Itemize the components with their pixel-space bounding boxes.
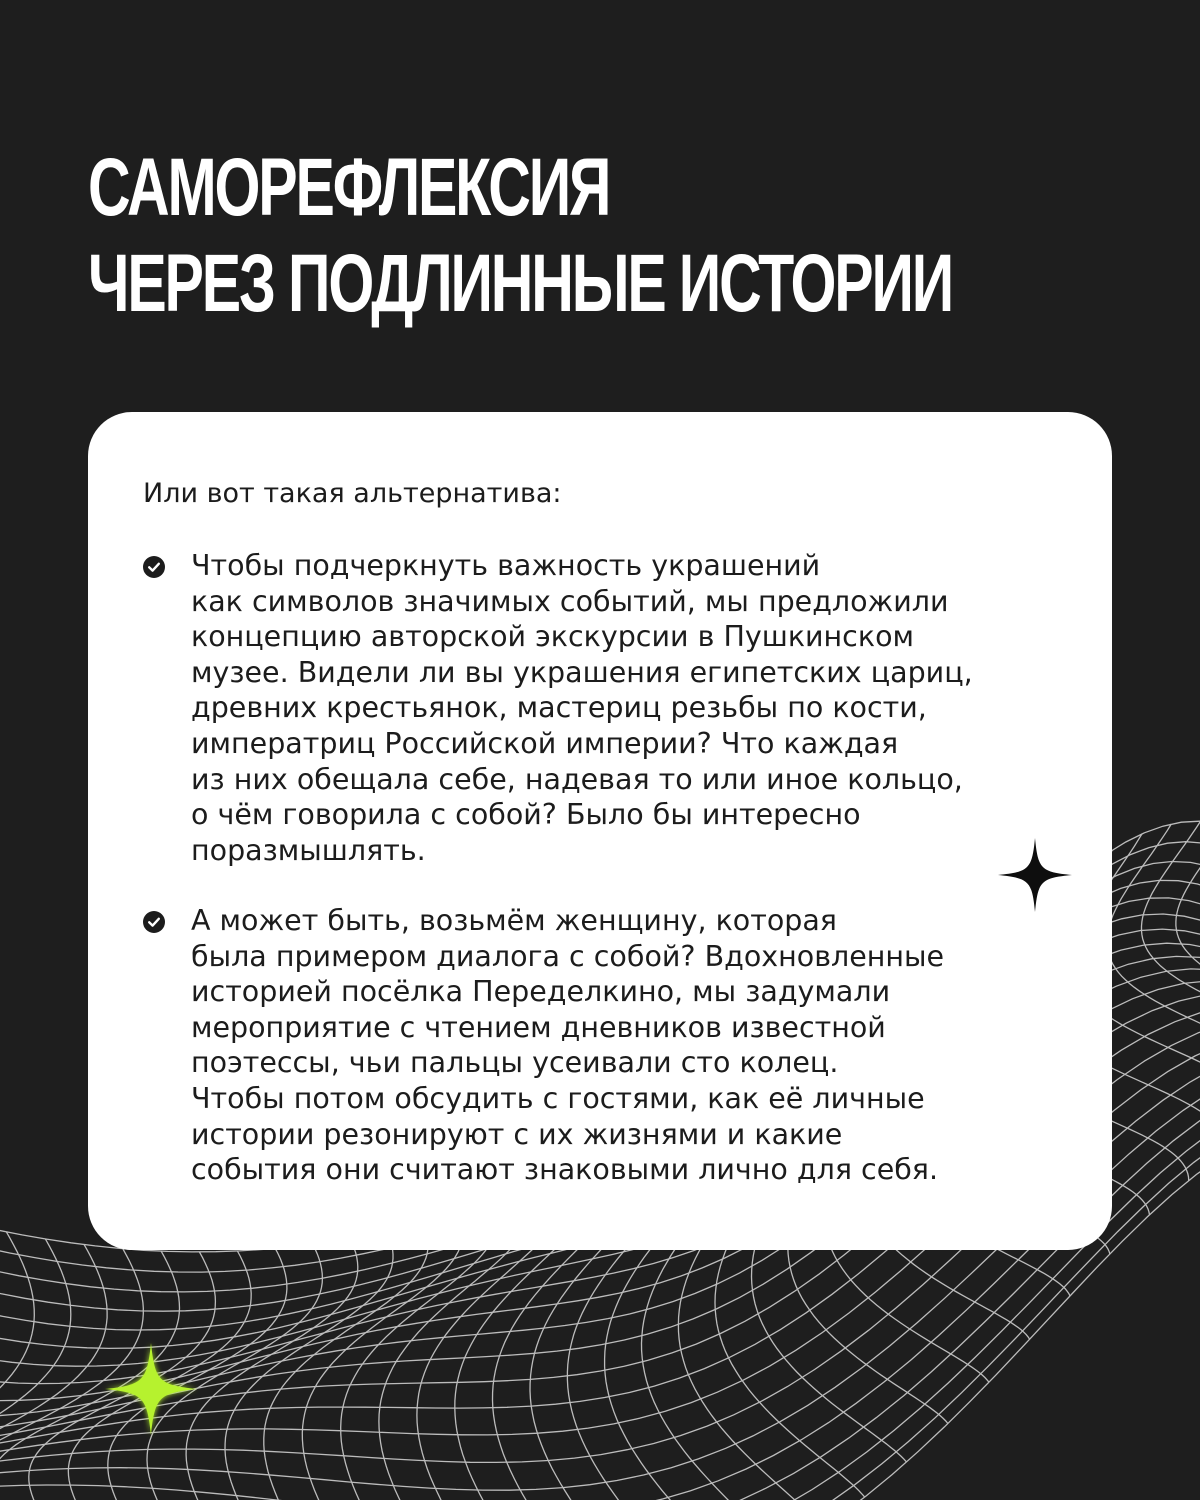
text-line: музее. Видели ли вы украшения египетских цариц,: [191, 655, 973, 689]
text-line: мероприятие с чтением дневников известной: [191, 1010, 886, 1044]
text-line: Чтобы потом обсудить с гостями, как её личные: [191, 1081, 925, 1115]
four-point-star-icon: [998, 838, 1072, 912]
title-line-2: ЧЕРЕЗ ПОДЛИННЫЕ ИСТОРИИ: [88, 238, 953, 329]
list-item-text: [191, 548, 973, 868]
intro-text: Или вот такая альтернатива:: [143, 478, 562, 509]
text-line: поэтессы, чьи пальцы усеивали сто колец.: [191, 1046, 839, 1080]
content-card: [88, 412, 1112, 1250]
list-item: [143, 903, 944, 1188]
list-item: [143, 548, 973, 868]
text-line: А может быть, возьмём женщину, которая: [191, 904, 837, 937]
check-circle-icon: [143, 556, 165, 578]
text-line: императриц Российской империи? Что каждая: [191, 726, 899, 760]
text-line: поразмышлять.: [191, 833, 426, 867]
text-line: как символов значимых событий, мы предложили: [191, 584, 949, 618]
text-line: древних крестьянок, мастериц резьбы по кости,: [191, 691, 927, 725]
title-line-1: САМОРЕФЛЕКСИЯ: [88, 142, 610, 233]
text-line: события они считают знаковыми лично для себя.: [191, 1153, 939, 1187]
text-line: была примером диалога с собой? Вдохновленные: [191, 939, 945, 973]
text-line: о чём говорила с собой? Было бы интересно: [191, 798, 861, 832]
text-line: историей посёлка Переделкино, мы задумали: [191, 975, 891, 1009]
four-point-star-icon: [102, 1340, 200, 1438]
text-line: истории резонируют с их жизнями и какие: [191, 1117, 843, 1151]
text-line: Чтобы подчеркнуть важность украшений: [191, 549, 821, 582]
list-item-text: [191, 903, 944, 1188]
text-line: концепцию авторской экскурсии в Пушкинском: [191, 620, 915, 654]
page-title: [88, 140, 952, 332]
text-line: из них обещала себе, надевая то или иное кольцо,: [191, 762, 963, 796]
check-circle-icon: [143, 911, 165, 933]
